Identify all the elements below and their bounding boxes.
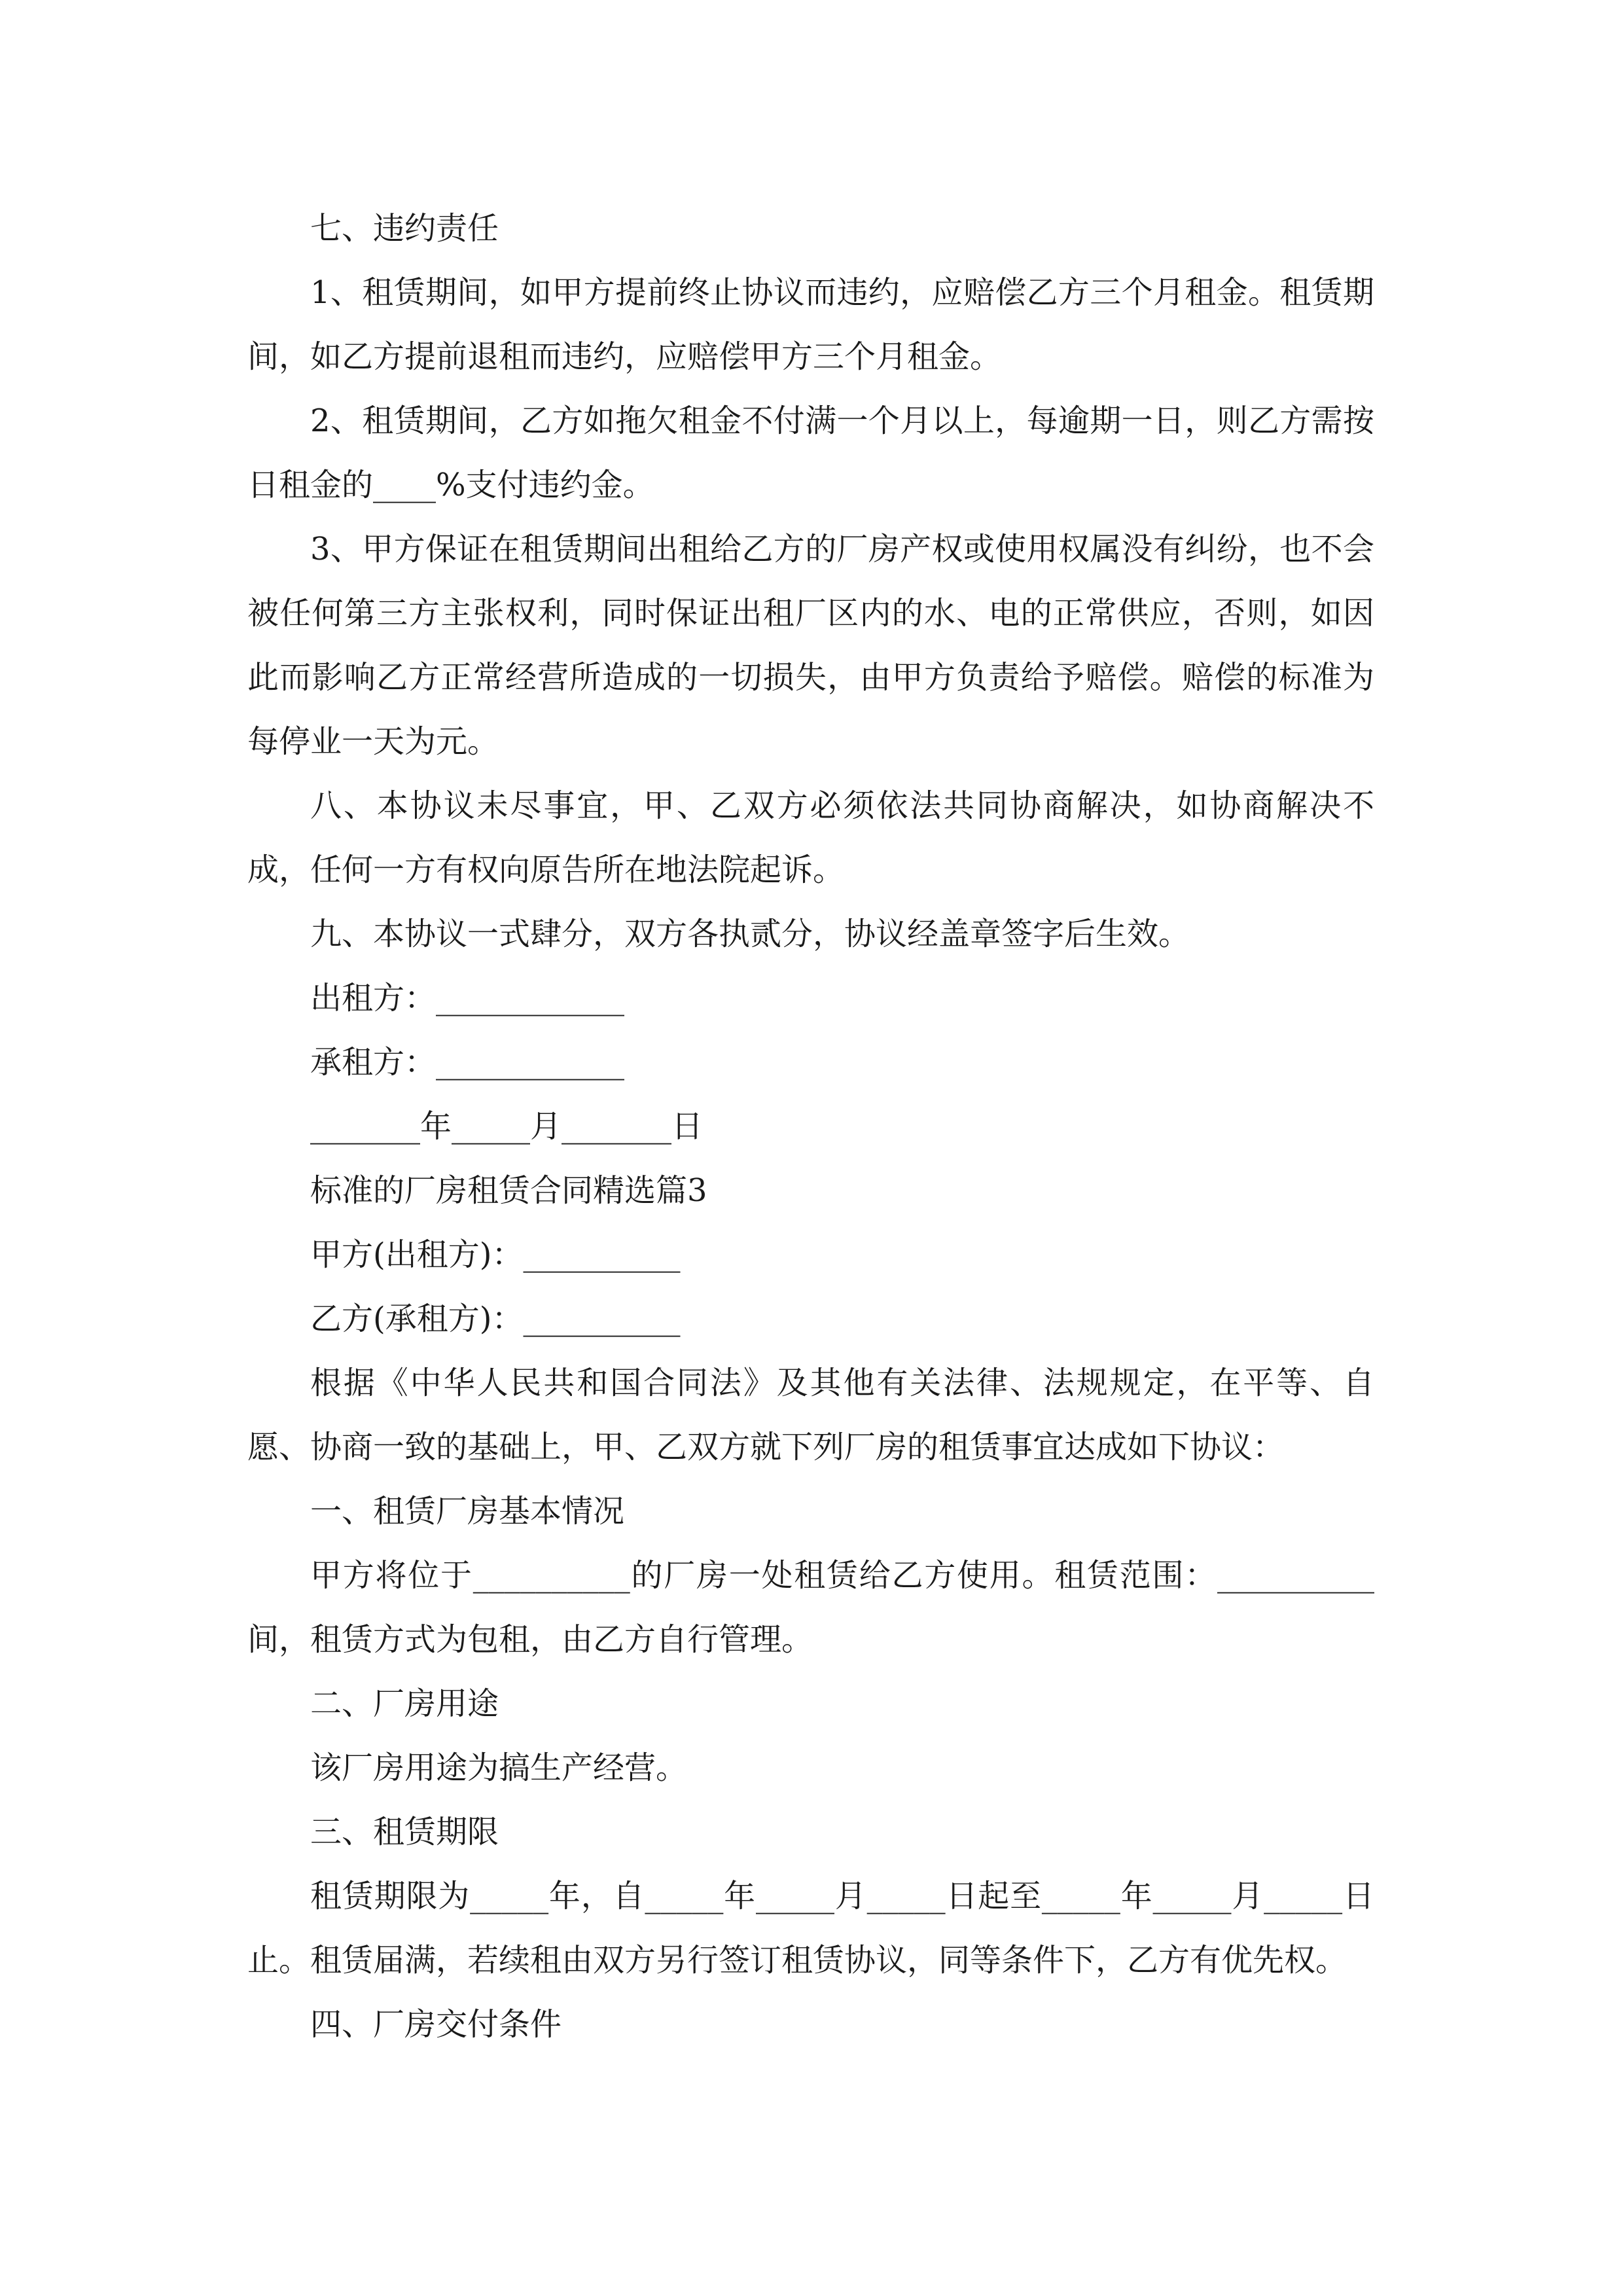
clause-location: 甲方将位于__________的厂房一处租赁给乙方使用。租赁范围：__________间，租赁方式为包租，由乙方自行管理。 (247, 1557, 1374, 1658)
section-heading-basic-info: 一、租赁厂房基本情况 (310, 1493, 625, 1530)
section-heading-breach-liability: 七、违约责任 (310, 210, 499, 247)
clause-breach-3: 3、甲方保证在租赁期间出租给乙方的厂房产权或使用权属没有纠纷，也不会被任何第三方主张权利，同时保证出租厂区内的水、电的正常供应，否则，如因此而影响乙方正常经营所造成的一切损失，由甲方负责给予赔偿。赔偿的标准为每停业一天为元。 (247, 531, 1374, 760)
clause-nine: 九、本协议一式肆分，双方各执贰分，协议经盖章签字后生效。 (310, 916, 1190, 952)
date-line: _______年_____月_______日 (310, 1108, 704, 1145)
clause-eight: 八、本协议未尽事宜，甲、乙双方必须依法共同协商解决，如协商解决不成，任何一方有权向原告所在地法院起诉。 (247, 787, 1374, 888)
preamble-paragraph: 根据《中华人民共和国合同法》及其他有关法律、法规规定，在平等、自愿、协商一致的基础上，甲、乙双方就下列厂房的租赁事宜达成如下协议： (247, 1365, 1374, 1465)
clause-breach-1: 1、租赁期间，如甲方提前终止协议而违约，应赔偿乙方三个月租金。租赁期间，如乙方提前退租而违约，应赔偿甲方三个月租金。 (247, 274, 1374, 375)
party-b-line: 乙方(承租方)：__________ (310, 1300, 681, 1337)
section-heading-usage: 二、厂房用途 (310, 1685, 499, 1722)
clause-usage: 该厂房用途为搞生产经营。 (310, 1749, 688, 1786)
clause-breach-2: 2、租赁期间，乙方如拖欠租金不付满一个月以上，每逾期一日，则乙方需按日租金的____%支付违约金。 (247, 403, 1374, 503)
contract-title: 标准的厂房租赁合同精选篇3 (310, 1172, 707, 1209)
party-a-line: 甲方(出租方)：__________ (310, 1236, 681, 1273)
document-body (247, 196, 1374, 2056)
section-heading-term: 三、租赁期限 (310, 1814, 499, 1850)
section-heading-delivery: 四、厂房交付条件 (310, 2006, 562, 2043)
clause-term: 租赁期限为_____年，自_____年_____月_____日起至_____年_____月_____日止。租赁届满，若续租由双方另行签订租赁协议，同等条件下，乙方有优先权。 (247, 1878, 1374, 1979)
lessee-signature-line: 承租方：____________ (310, 1044, 625, 1081)
lessor-signature-line: 出租方：____________ (310, 980, 625, 1016)
